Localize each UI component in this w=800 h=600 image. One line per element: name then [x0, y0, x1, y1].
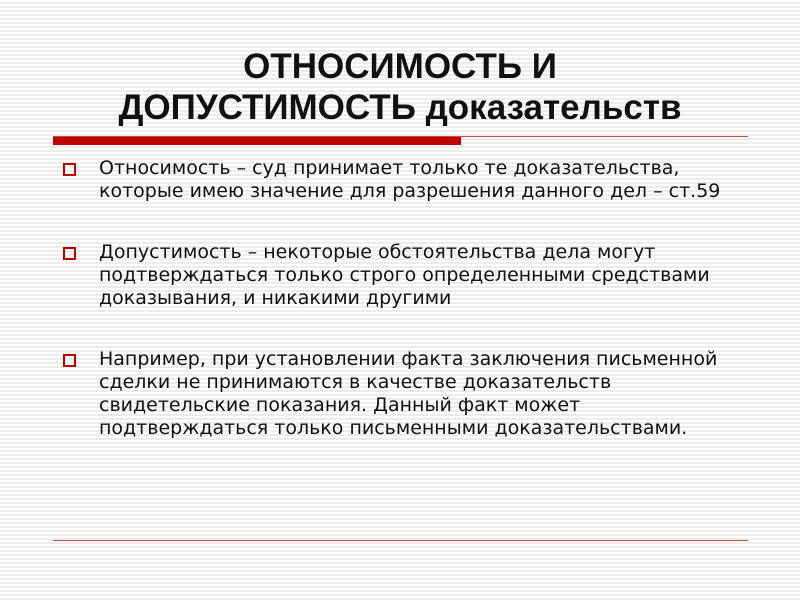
slide-title-rest: доказательств: [415, 88, 682, 127]
bullet-text: Например, при установлении факта заключения письменной сделки не принимаются в качестве доказательств свидетельские показания. Данный факт может подтверждаться только письменными доказательствами.: [99, 348, 718, 439]
bullet-list: [60, 157, 750, 478]
hollow-square-bullet-icon: [63, 247, 76, 260]
hollow-square-bullet-icon: [63, 163, 76, 176]
bullet-item-example: [60, 348, 750, 440]
slide-title-line-2: [40, 87, 760, 128]
slide-title: [40, 46, 760, 128]
slide-title-line-1: ОТНОСИМОСТЬ И: [243, 47, 557, 86]
title-divider-accent: [53, 137, 461, 145]
bullet-text: Относимость – суд принимает только те доказательства, которые имею значение для разрешения данного дел – ст.59: [99, 157, 721, 202]
bullet-item-admissibility: [60, 241, 750, 310]
slide-title-caps: ДОПУСТИМОСТЬ: [118, 88, 416, 127]
bullet-item-relevance: [60, 157, 750, 203]
bullet-text: Допустимость – некоторые обстоятельства дела могут подтверждаться только строго определенными средствами доказывания, и никакими другими: [99, 241, 710, 309]
footer-divider: [53, 540, 748, 541]
hollow-square-bullet-icon: [63, 354, 76, 367]
